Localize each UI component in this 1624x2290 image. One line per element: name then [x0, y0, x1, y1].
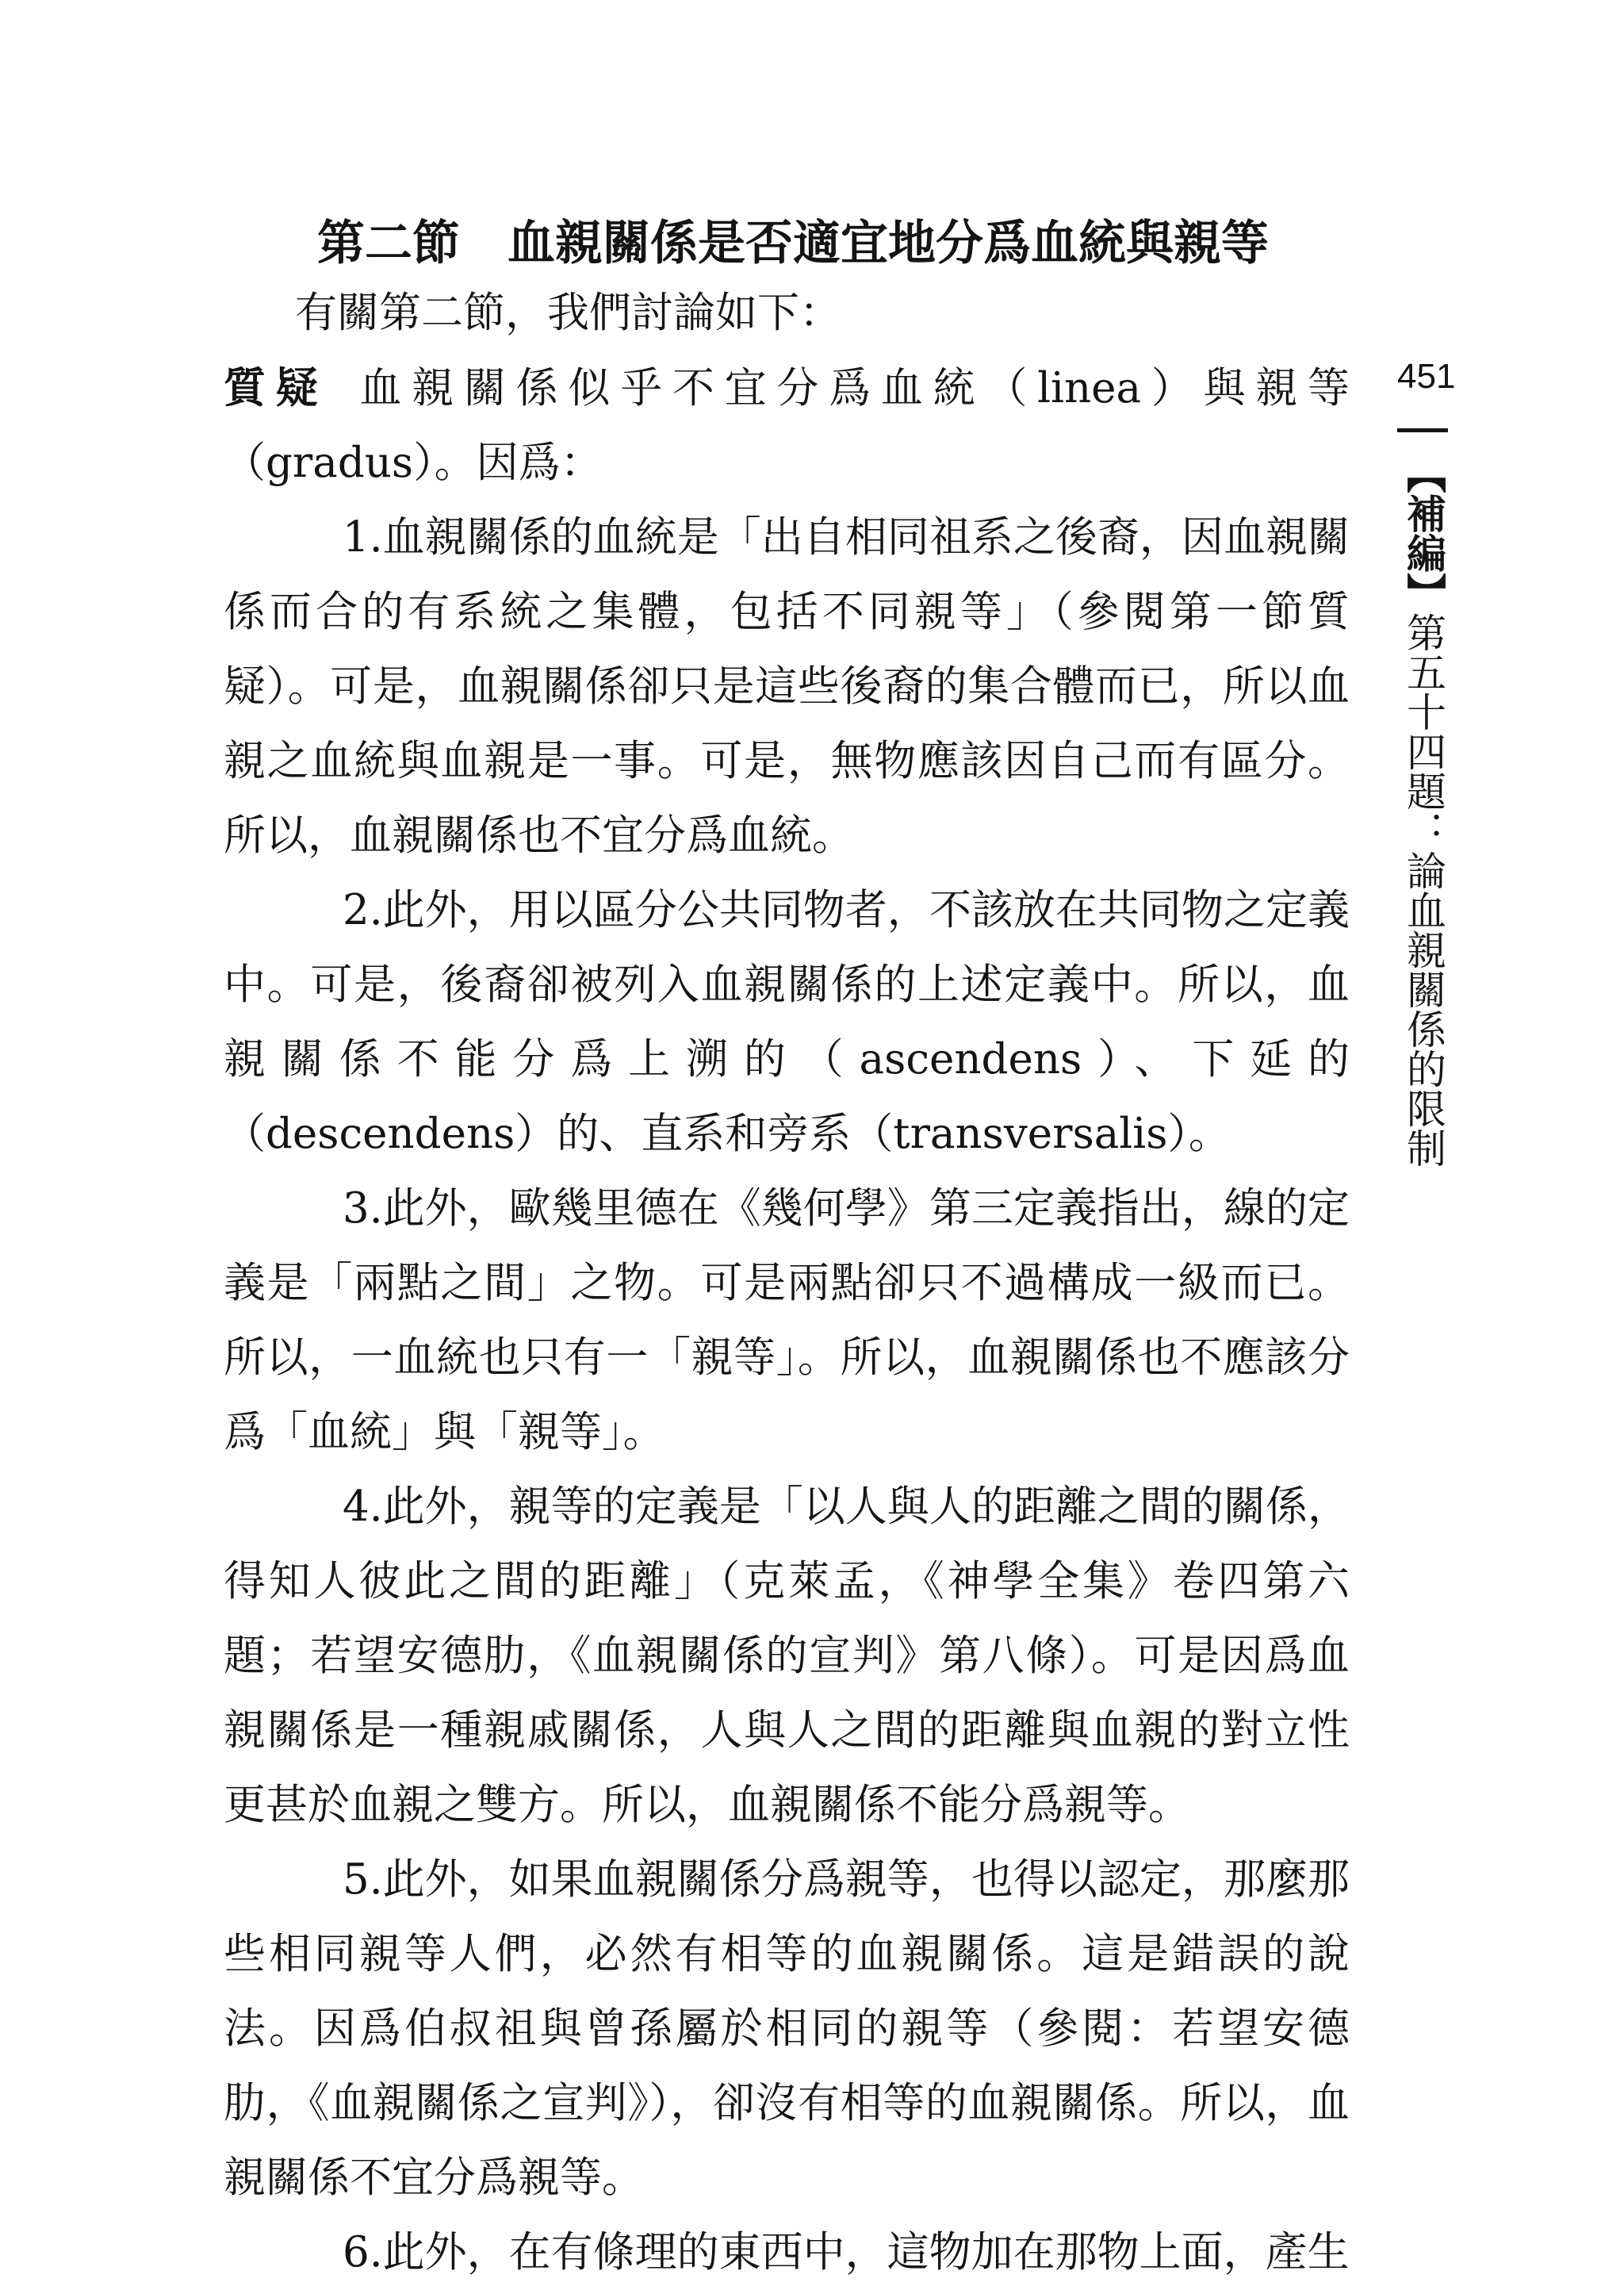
argument-paragraph-2: 2.此外，用以區分公共同物者，不該放在共同物之定義中。可是，後裔卻被列入血親關係的上述定義中。所以，血親關係不能分爲上溯的（ascendens）、下延的（descendens）的、直系和旁系（transversalis）。 [224, 886, 1350, 1158]
page-number: 451 [1397, 357, 1456, 396]
section-number: 第二節 [317, 216, 460, 271]
margin-rule [1397, 428, 1448, 432]
body-text [224, 276, 1350, 2290]
argument-paragraph-5: 5.此外，如果血親關係分爲親等，也得以認定，那麼那些相同親等人們，必然有相等的血親關係。這是錯誤的說法。因爲伯叔祖與曾孫屬於相同的親等（參閱：若望安德肋，《血親關係之宣判》），卻沒有相等的血親關係。所以，血親關係不宜分爲親等。 [224, 1855, 1350, 2202]
section-title: 血親關係是否適宜地分爲血統與親等 [508, 216, 1269, 271]
running-header [1400, 454, 1447, 1168]
argument-paragraph-3: 3.此外，歐幾里德在《幾何學》第三定義指出，線的定義是「兩點之間」之物。可是兩點卻只不過構成一級而已。所以，一血統也只有一「親等」。所以，血親關係也不應該分爲「血統」與「親等」。 [224, 1184, 1350, 1456]
argument-paragraph-4: 4.此外，親等的定義是「以人與人的距離之間的關係，得知人彼此之間的距離」（克萊孟，《神學全集》卷四第六題；若望安德肋，《血親關係的宣判》第八條）。可是因爲血親關係是一種親戚關係，人與人之間的距離與血親的對立性更甚於血親之雙方。所以，血親關係不能分爲親等。 [224, 1483, 1350, 1829]
running-title: 第五十四題：論血親關係的限制 [1400, 612, 1446, 1168]
argument-paragraph-1: 1.血親關係的血統是「出自相同祖系之後裔，因血親關係而合的有系統之集體，包括不同親等」（參閱第一節質疑）。可是，血親關係卻只是這些後裔的集合體而已，所以血親之血統與血親是一事。可是，無物應該因自己而有區分。所以，血親關係也不宜分爲血統。 [224, 513, 1350, 860]
intro-paragraph: 有關第二節，我們討論如下： [295, 289, 841, 337]
question-statement: 血親關係似乎不宜分爲血統（linea）與親等（gradus）。因爲： [224, 364, 1350, 487]
running-section: 【補編】 [1400, 454, 1447, 612]
question-paragraph [224, 351, 1350, 501]
question-label: 質疑 [224, 363, 328, 412]
section-heading [317, 208, 1269, 279]
argument-paragraph-6: 6.此外，在有條理的東西中，這物加在那物上面，產生 [343, 2228, 1350, 2277]
